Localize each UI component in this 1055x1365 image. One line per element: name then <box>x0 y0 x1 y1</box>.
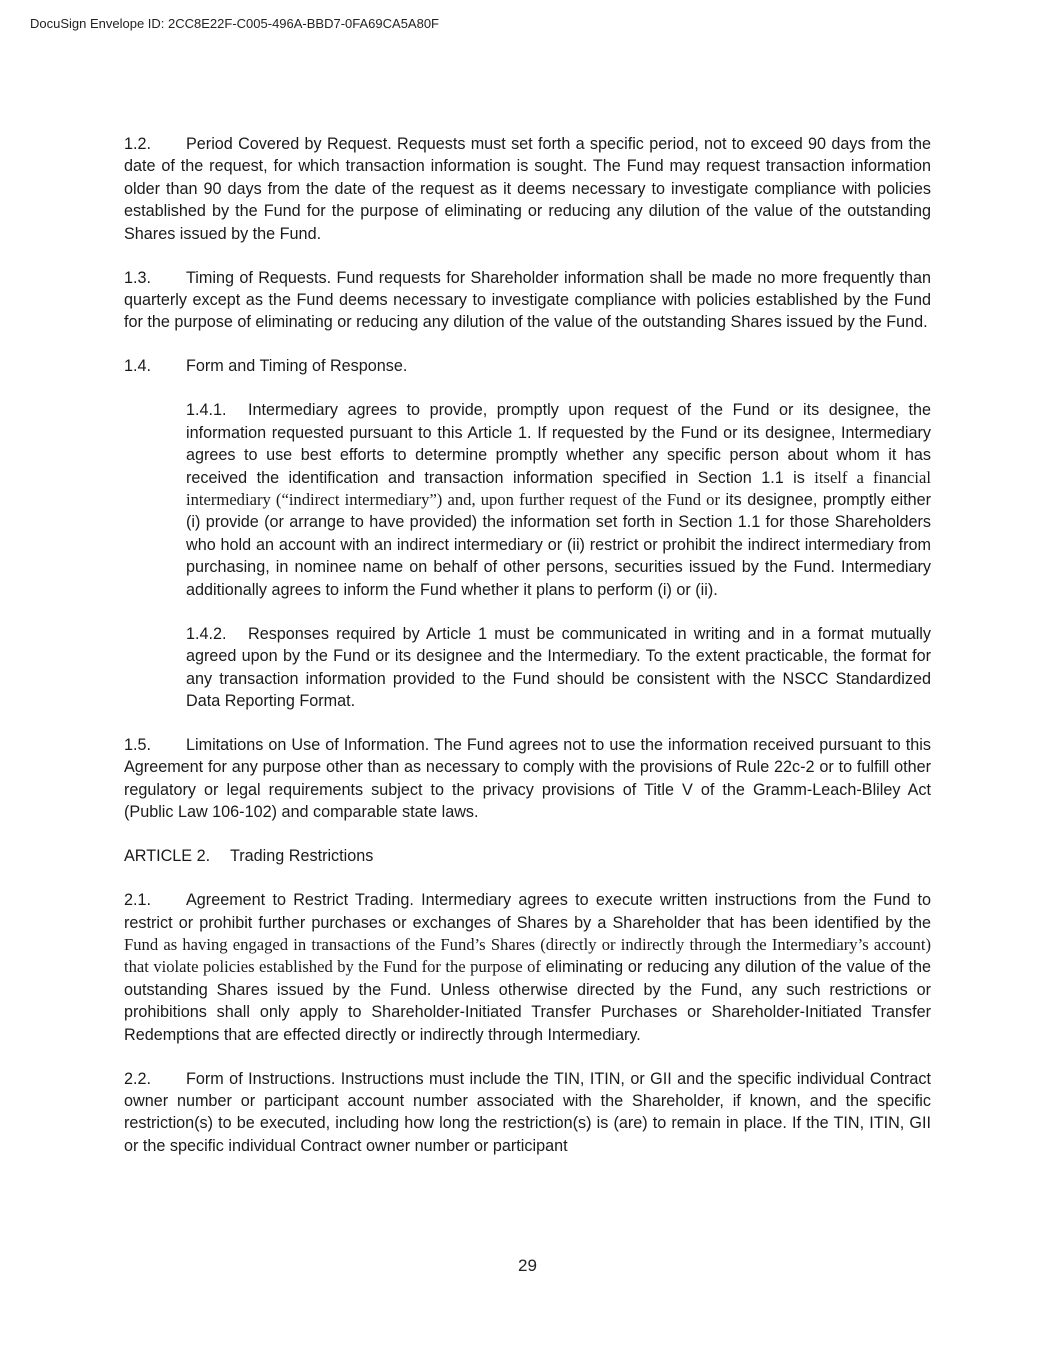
section-number: 2.1. <box>124 891 152 910</box>
section-title: Limitations on Use of Information. <box>186 735 430 754</box>
section-title: Period Covered by Request. <box>186 135 392 153</box>
section-body: Requests must set forth a specific period, not to exceed 90 days from the date of the request, for which transaction information is sought. The Fund may request transaction information older than 90 days from the date of the request as it deems necessary to investigate compliance with policies established by the Fund for the purpose of eliminating or reducing any dilution of the value of the outstanding Shares issued by the Fund. <box>124 135 931 243</box>
section-title: Timing of Requests. <box>186 268 332 287</box>
section-body: The Fund agrees not to use the information received pursuant to this Agreement for any purpose other than as necessary to comply with the provisions of Rule 22c-2 or to fulfill other regulatory or legal requirements subject to the privacy provisions of Title V of the Gramm-Leach-Bliley Act (Public Law 106-102) and comparable state laws. <box>124 735 931 822</box>
section-body-serif: Fund as having engaged in transactions of the Fund’s Shares (directly or indirectly through the Intermediary’s account) that violate policies established by the Fund for the purpose of <box>124 934 931 977</box>
section-number: 2.2. <box>124 1069 152 1088</box>
section-number: 1.3. <box>124 268 152 287</box>
subsection-number: 1.4.2. <box>186 624 227 643</box>
section-number: 1.4. <box>124 357 152 376</box>
article-2-heading <box>124 845 931 867</box>
docusign-envelope-id: DocuSign Envelope ID: 2CC8E22F-C005-496A-BBD7-0FA69CA5A80F <box>30 16 439 31</box>
section-1-3 <box>124 267 931 334</box>
section-1-4-2 <box>186 623 931 713</box>
subsection-body: Responses required by Article 1 must be communicated in writing and in a format mutually agreed upon by the Fund or its designee and the Intermediary. To the extent practicable, the format for any transaction information provided to the Fund should be consistent with the NSCC Standardized Data Reporting Format. <box>186 624 931 710</box>
section-1-2 <box>124 133 931 245</box>
subsection-body-cont: its designee, promptly either (i) provide (or arrange to have provided) the information set forth in Section 1.1 for those Shareholders who hold an account with an indirect intermediary or (ii) restrict or prohibit the indirect intermediary from purchasing, in nominee name on behalf of other persons, securities issued by the Fund. Intermediary additionally agrees to inform the Fund whether it plans to perform (i) or (ii). <box>186 491 931 599</box>
subsection-body-serif: itself a financial intermediary (“indirect intermediary”) and, upon further request of the Fund or <box>186 467 932 510</box>
section-title: Form and Timing of Response. <box>186 357 408 376</box>
subsection-number: 1.4.1. <box>186 401 227 420</box>
section-title: Agreement to Restrict Trading. <box>186 891 414 910</box>
section-2-2 <box>124 1068 931 1158</box>
section-number: 1.5. <box>124 735 152 754</box>
section-body: Instructions must include the TIN, ITIN, or GII and the specific individual Contract owner number or participant account number associated with the Shareholder, if known, and the specific restriction(s) to be executed, including how long the restriction(s) is (are) to remain in place. If the TIN, ITIN, GII or the specific individual Contract owner number or participant <box>124 1069 932 1155</box>
section-number: 1.2. <box>124 135 152 153</box>
document-page <box>124 133 931 1179</box>
section-body: Fund requests for Shareholder information shall be made no more frequently than quarterly except as the Fund deems necessary to investigate compliance with policies established by the Fund for the purpose of eliminating or reducing any dilution of the value of the outstanding Shares issued by the Fund. <box>124 268 931 332</box>
article-title: Trading Restrictions <box>230 847 374 866</box>
page-number: 29 <box>518 1256 537 1275</box>
section-2-1 <box>124 889 931 1046</box>
section-body-cont: eliminating or reducing any dilution of the value of the outstanding Shares issued by the Fund. Unless otherwise directed by the Fund, any such restrictions or prohibitions shall only apply to Shareholder-Initiated Transfer Purchases or Shareholder-Initiated Transfer Redemptions that are effected directly or indirectly through Intermediary. <box>124 958 931 1044</box>
article-number: ARTICLE 2. <box>124 847 211 866</box>
section-body: Intermediary agrees to execute written instructions from the Fund to restrict or prohibit further purchases or exchanges of Shares by a Shareholder that has been identified by the <box>124 891 931 932</box>
section-1-4 <box>124 355 931 377</box>
subsection-body: Intermediary agrees to provide, promptly upon request of the Fund or its designee, the information requested pursuant to this Article 1. If requested by the Fund or its designee, Intermediary agrees to use best efforts to determine promptly whether any specific person about whom it has received the identification and transaction information specified in Section 1.1 is <box>186 401 931 487</box>
section-title: Form of Instructions. <box>186 1069 336 1088</box>
section-1-5 <box>124 734 931 824</box>
section-1-4-1 <box>186 399 931 601</box>
